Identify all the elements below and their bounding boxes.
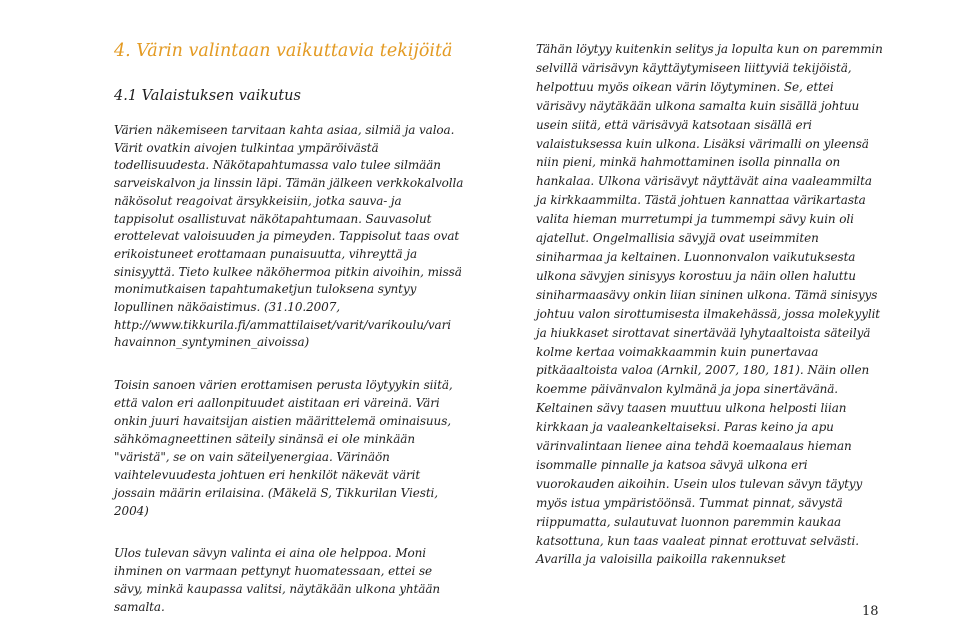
- chapter-heading: 4. Värin valintaan vaikuttavia tekijöitä: [114, 41, 453, 61]
- right-column: [536, 40, 886, 569]
- body-paragraph-1: Värien näkemiseen tarvitaan kahta asiaa, silmiä ja valoa. Värit ovatkin aivojen tulkintaa ympäröivästä todellisuudesta. Näkötapahtumassa valo tulee silmään sarveiskalvon ja linssin läpi. Tämän jälkeen verkkokalvolla näkösolut reagoivat ärsykkeisiin, jotka sauva- ja tappisolut osallistuvat näkötapahtumaan. Sauvasolut erottelevat valoisuuden ja pimeyden. Tappisolut taas ovat erikoistuneet erottamaan punaisuutta, vihreyttä ja sinisyyttä. Tieto kulkee näköhermoa pitkin aivoihin, missä monimutkaisen tapahtumaketjun tuloksena syntyy lopullinen näköaistimus. (31.10.2007, http://www.tikkurila.fi/ammattilaiset/varit/varikoulu/vari havainnon_syntyminen_aivoissa): [114, 123, 464, 350]
- left-column: [114, 40, 464, 616]
- body-paragraph-3: Ulos tulevan sävyn valinta ei aina ole helppoa. Moni ihminen on varmaan pettynyt huomatessaan, ettei se sävy, minkä kaupassa valitsi, näytäkään ulkona yhtään samalta.: [114, 546, 441, 615]
- body-paragraph-4: Tähän löytyy kuitenkin selitys ja lopulta kun on paremmin selvillä värisävyn käyttäytymiseen liittyviä tekijöistä, helpottuu myös oikean värin löytyminen. Se, ettei värisävy näytäkään ulkona samalta kuin sisällä johtuu usein siitä, että värisävyä katsotaan sisällä eri valaistuksessa kuin ulkona. Lisäksi värimalli on yleensä niin pieni, minkä hahmottaminen isolla pinnalla on hankalaa. Ulkona värisävyt näyttävät aina vaaleammilta ja kirkkaammilta. Tästä johtuen kannattaa värikartasta valita hieman murretumpi ja tummempi sävy kuin oli ajatellut. Ongelmallisia sävyjä ovat useimmiten siniharmaa ja keltainen. Luonnonvalon vaikutuksesta ulkona sävyjen sinisyys korostuu ja näin ollen haluttu siniharmaasävy onkin liian sininen ulkona. Tämä sinisyys johtuu valon sirottumisesta ilmakehässä, jossa molekyylit ja hiukkaset sirottavat sinertävää lyhytaaltoista säteilyä kolme kertaa voimakkaammin kuin punertavaa pitkäaaltoista valoa (Arnkil, 2007, 180, 181). Näin ollen koemme päivänvalon kylmänä ja jopa sinertävänä. Keltainen sävy taasen muuttuu ulkona helposti liian kirkkaan ja vaaleankeltaiseksi. Paras keino ja apu värinvalintaan lienee aina tehdä koemaalaus hieman isommalle pinnalle ja katsoa sävyä ulkona eri vuorokauden aikoihin. Usein ulos tulevan sävyn täytyy myös istua ympäristöönsä. Tummat pinnat, sävystä riippumatta, sulautuvat luonnon paremmin kaukaa katsottuna, kun taas vaaleat pinnat erottuvat selvästi. Avarilla ja valoisilla paikoilla rakennukset: [536, 42, 883, 567]
- page-number: 18: [862, 604, 879, 619]
- body-paragraph-2: Toisin sanoen värien erottamisen perusta löytyykin siitä, että valon eri aallonpituudet aistitaan eri väreinä. Väri onkin juuri havaitsijan aistien määrittelemä ominaisuus, sähkömagneettinen säteily sinänsä ei ole minkään "väristä", se on vain säteilyenergiaa. Värinäön vaihtelevuudesta johtuen eri henkilöt näkevät värit jossain määrin erilaisina. (Mäkelä S, Tikkurilan Viesti, 2004): [114, 378, 453, 519]
- section-heading: 4.1 Valaistuksen vaikutus: [114, 88, 301, 104]
